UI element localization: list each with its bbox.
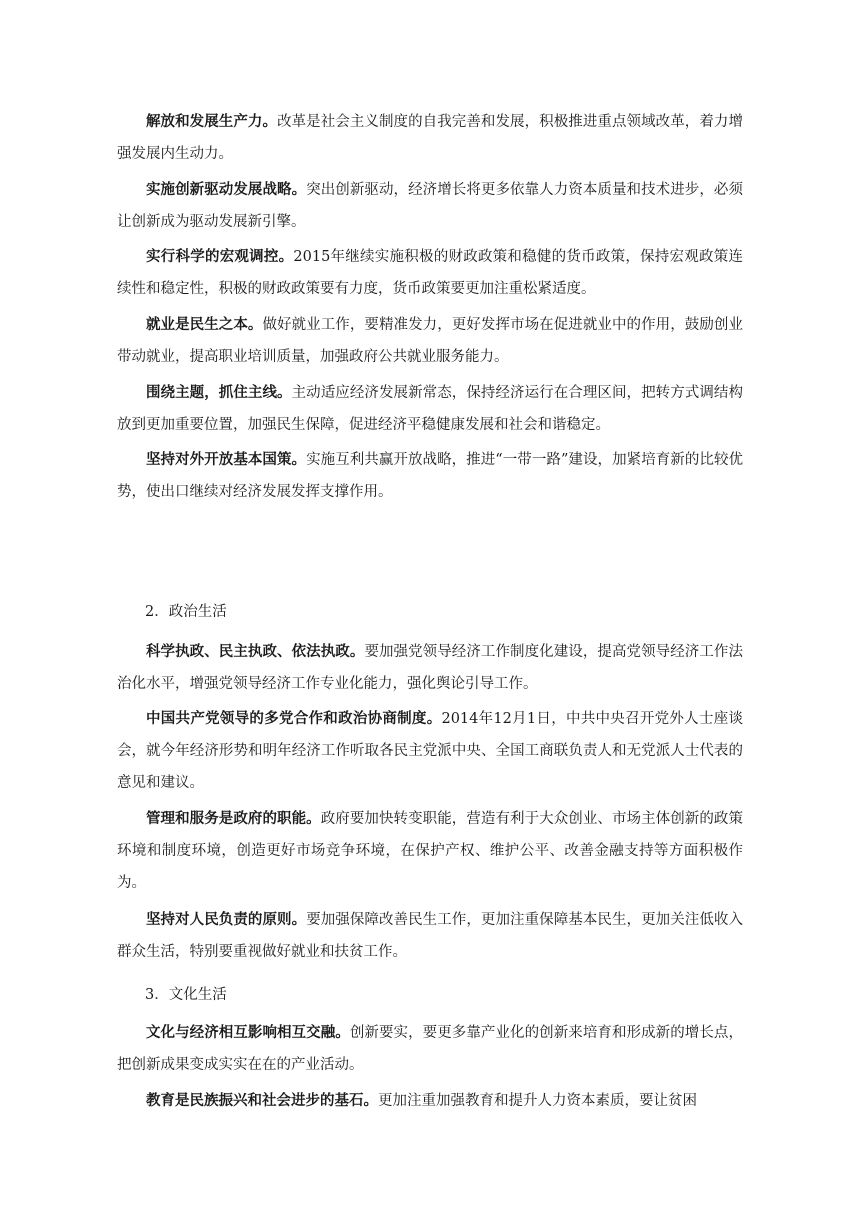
paragraph-body: 政府要加快转变职能，营造有利于大众创业、市场主体创新的政策环境和制度环境，创造更好市场竞争环境，在保护产权、维护公平、改善金融支持等方面积极作为。 bbox=[117, 811, 743, 891]
paragraph-lead: 就业是民生之本。 bbox=[146, 316, 263, 333]
paragraph-culture-economy bbox=[117, 1017, 743, 1081]
paragraph-liberate-productivity bbox=[117, 106, 743, 170]
paragraph-government-functions bbox=[117, 803, 743, 899]
paragraph-governance bbox=[117, 636, 743, 700]
paragraph-responsibility-to-people bbox=[117, 904, 743, 968]
paragraph-lead: 教育是民族振兴和社会进步的基石。 bbox=[146, 1092, 378, 1109]
paragraph-main-theme bbox=[117, 377, 743, 441]
paragraph-lead: 解放和发展生产力。 bbox=[146, 113, 278, 130]
paragraph-macro-control bbox=[117, 241, 743, 305]
paragraph-body: 实施互利共赢开放战略，推进“一带一路”建设，加紧培育新的比较优势，使出口继续对经济发展发挥支撑作用。 bbox=[117, 452, 744, 500]
paragraph-innovation-strategy bbox=[117, 174, 743, 238]
paragraph-lead: 实施创新驱动发展战略。 bbox=[146, 181, 307, 198]
paragraph-body: 创新要实，要更多靠产业化的创新来培育和形成新的增长点，把创新成果变成实实在在的产业活动。 bbox=[117, 1025, 743, 1073]
paragraph-body: 改革是社会主义制度的自我完善和发展，积极推进重点领域改革，着力增强发展内生动力。 bbox=[117, 114, 743, 162]
paragraph-body: 2014年12月1日，中共中央召开党外人士座谈会，就今年经济形势和明年经济工作听取各民主党派中央、全国工商联负责人和无党派人士代表的意见和建议。 bbox=[117, 711, 743, 791]
paragraph-lead: 围绕主题，抓住主线。 bbox=[146, 384, 292, 401]
section-heading-political: 2．政治生活 bbox=[145, 604, 227, 620]
paragraph-body: 要加强保障改善民生工作，更加注重保障基本民生，更加关注低收入群众生活，特别要重视做好就业和扶贫工作。 bbox=[117, 912, 743, 960]
paragraph-lead: 管理和服务是政府的职能。 bbox=[146, 810, 321, 827]
paragraph-body: 要加强党领导经济工作制度化建设，提高党领导经济工作法治化水平，增强党领导经济工作专业化能力，强化舆论引导工作。 bbox=[117, 644, 743, 692]
paragraph-education bbox=[117, 1085, 743, 1117]
paragraph-lead: 中国共产党领导的多党合作和政治协商制度。 bbox=[146, 710, 442, 727]
paragraph-body: 主动适应经济发展新常态，保持经济运行在合理区间，把转方式调结构放到更加重要位置，加强民生保障，促进经济平稳健康发展和社会和谐稳定。 bbox=[117, 385, 743, 433]
paragraph-lead: 坚持对人民负责的原则。 bbox=[146, 911, 307, 928]
paragraph-body: 突出创新驱动，经济增长将更多依靠人力资本质量和技术进步，必须让创新成为驱动发展新引擎。 bbox=[117, 182, 743, 230]
paragraph-lead: 实行科学的宏观调控。 bbox=[146, 248, 294, 265]
paragraph-body: 2015年继续实施积极的财政政策和稳健的货币政策，保持宏观政策连续性和稳定性，积极的财政政策要有力度，货币政策要更加注重松紧适度。 bbox=[117, 249, 744, 297]
paragraph-lead: 坚持对外开放基本国策。 bbox=[146, 451, 307, 468]
paragraph-lead: 文化与经济相互影响相互交融。 bbox=[146, 1024, 350, 1041]
paragraph-employment bbox=[117, 309, 743, 373]
paragraph-body: 更加注重加强教育和提升人力资本素质，要让贫困 bbox=[378, 1093, 697, 1109]
paragraph-lead: 科学执政、民主执政、依法执政。 bbox=[146, 643, 365, 660]
paragraph-body: 做好就业工作，要精准发力，更好发挥市场在促进就业中的作用，鼓励创业带动就业，提高职业培训质量，加强政府公共就业服务能力。 bbox=[117, 317, 743, 365]
paragraph-multiparty-cooperation bbox=[117, 703, 743, 799]
section-heading-cultural: 3．文化生活 bbox=[145, 987, 227, 1003]
paragraph-opening-up bbox=[117, 444, 743, 508]
